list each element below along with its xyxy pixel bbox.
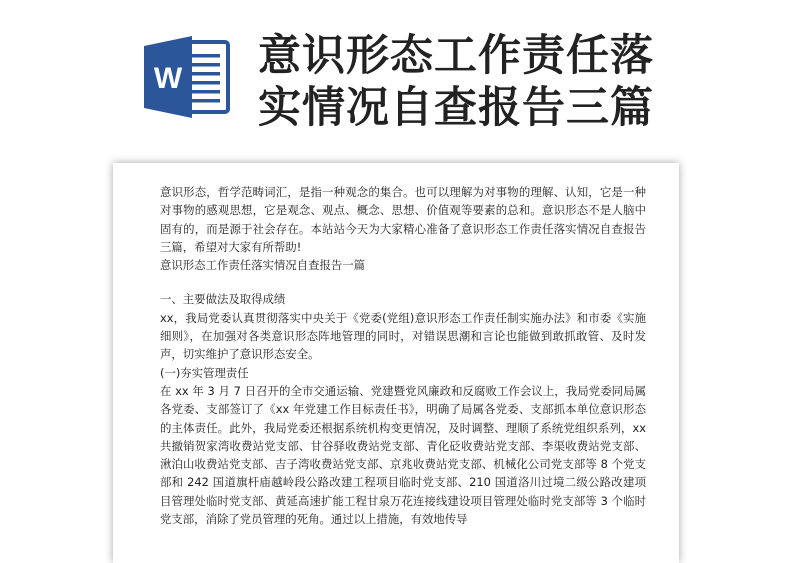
section-heading: 一、主要做法及取得成绩 (160, 292, 286, 307)
document-subtitle: 意识形态工作责任落实情况自查报告一篇 (160, 258, 366, 273)
section-paragraph: xx，我局党委认真贯彻落实中央关于《党委(党组)意识形态工作责任制实施办法》和市委《实施细则》，在加强对各类意识形态阵地管理的同时，对错误思潮和言论也能做到敢抓敢管、及时发声，切实维护了意识形态安全。 (160, 310, 646, 362)
title-line-1: 意识形态工作责任落 (258, 31, 654, 81)
subsection-paragraph: 在 xx 年 3 月 7 日召开的全市交通运输、党建暨党风廉政和反腐败工作会议上，我局党委同局属各党委、支部签订了《xx 年党建工作目标责任书》，明确了局属各党委、支部抓本单位意识形态的主体责任。此外，我局党委还根据系统机构变更情况，及时调整、理顺了系统党组织系列，xx 共撤销贺家湾收费站党支部、甘谷驿收费站党支部、青化砭收费站党支部、李渠收费站党支部、湫泊山收费站党支部、吉子湾收费站党支部、京兆收费站党支部、机械化公司党支部等 8 个党支部和 242 国道旗杆庙越岭段公路改建工程项目临时党支部、210 国道洛川过境二级公路改建项目管理处临时党支部、黄延高速扩能工程甘泉万花连接线建设项目管理处临时党支部等 3 个临时党支部，消除了党员管理的死角。通过以上措施，有效地传导 (160, 383, 646, 527)
intro-paragraph: 意识形态，哲学范畴词汇，是指一种观念的集合。也可以理解为对事物的理解、认知，它是一种对事物的感观思想，它是观念、观点、概念、思想、价值观等要素的总和。意识形态不是人脑中固有的，而是源于社会存在。本站站今天为大家精心准备了意识形态工作责任落实情况自查报告三篇，希望对大家有所帮助! (160, 185, 646, 254)
word-logo-svg (142, 32, 232, 122)
header (0, 0, 800, 160)
logo-letter: W (153, 62, 183, 95)
word-document-icon (142, 32, 232, 122)
title-line-2: 实情况自查报告三篇 (258, 83, 654, 133)
paragraph-gap (160, 274, 646, 290)
page-title (258, 30, 678, 134)
document-body (160, 183, 646, 528)
subsection-heading: (一)夯实管理责任 (160, 365, 249, 380)
